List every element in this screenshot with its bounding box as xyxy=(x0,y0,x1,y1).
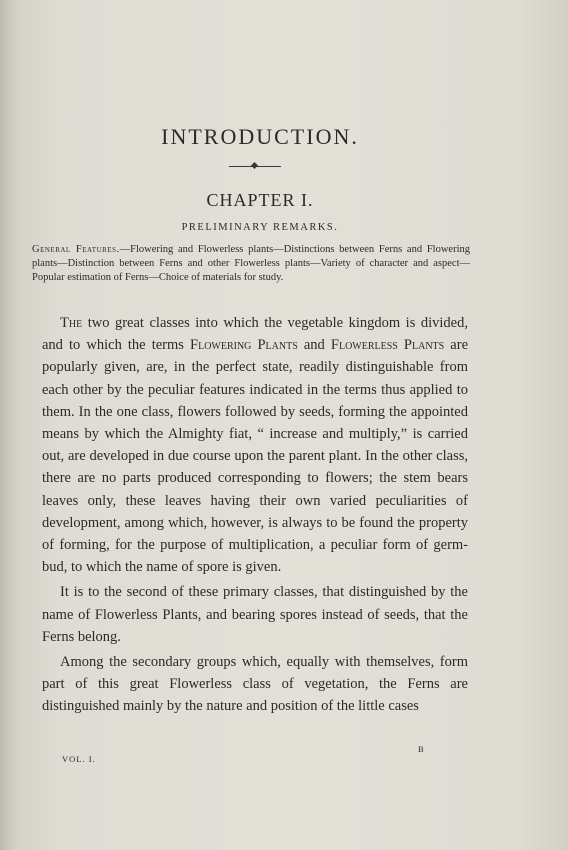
paragraph-1-text-a: two great classes into which the vegetable kingdom is divided, and to which the terms xyxy=(42,315,468,354)
paragraph-2: It is to the second of these primary classes, that distinguished by the name of Flowerless Plants, and bearing spores instead of seeds, that the Ferns belong. xyxy=(42,584,468,645)
signature-mark: B xyxy=(418,744,424,754)
summary-text: —Flowering and Flowerless plants—Distinctions between Ferns and Flowering plants—Distinction between Ferns and other Flowerless plants—Variety of character and aspect—Popular estimation of Ferns—Choice of materials for study. xyxy=(32,244,470,283)
paragraph-3: Among the secondary groups which, equally with themselves, form part of this great Flowerless class of vegetation, the Ferns are distinguished mainly by the nature and position of the little cases xyxy=(42,654,468,715)
term-flowerless-plants: Flowerless Plants xyxy=(330,337,445,354)
summary-lead: General Features. xyxy=(32,244,120,255)
chapter-subtitle: PRELIMINARY REMARKS. xyxy=(181,222,339,233)
body-text xyxy=(42,312,468,718)
paragraph-1 xyxy=(42,312,468,578)
paragraph-1-lead: The xyxy=(60,315,83,331)
paragraph-1-text-c: are popularly given, are, in the perfect state, readily distinguishable from each other by the peculiar features indicated in the terms thus applied to them. In the one class, flowers followed by seeds, forming the appointed means by which the Almighty fiat, “ increase and multiply,” is carried out, are developed in due course upon the parent plant. In the other class, there are no parts produced corresponding to flowers; the stem bears leaves only, these leaves having their own varied peculiarities of development, among which, however, is always to be found the property of forming, for the purpose of multiplication, a peculiar form of germ-bud, to which the name of spore is given. xyxy=(42,337,469,576)
section-title: INTRODUCTION. xyxy=(161,124,359,149)
chapter-title: CHAPTER I. xyxy=(206,190,314,210)
paragraph-1-text-b: and xyxy=(297,337,331,354)
volume-marker: VOL. I. xyxy=(62,754,96,764)
term-flowering-plants: Flowering Plants xyxy=(190,337,298,354)
rule-ornament xyxy=(251,162,258,169)
chapter-summary xyxy=(32,243,470,284)
